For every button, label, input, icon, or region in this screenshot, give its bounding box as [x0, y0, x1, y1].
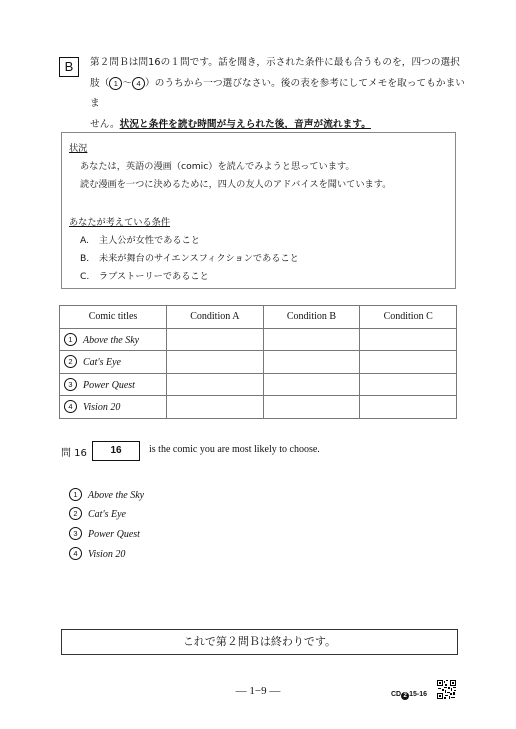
cd-prefix: CD	[391, 691, 402, 698]
memo-cell[interactable]	[360, 351, 457, 374]
instructions-line-2-pre: 肢（	[90, 77, 110, 89]
memo-table	[59, 305, 457, 419]
question-label: 問 16	[61, 448, 87, 459]
memo-cell[interactable]	[167, 396, 264, 419]
situation-box	[61, 132, 456, 289]
row-number: 2	[64, 355, 77, 368]
instructions-line-2	[90, 74, 465, 115]
end-notice: これで第２問Ｂは終わりです。	[61, 629, 458, 655]
row-number: 1	[64, 333, 77, 346]
option-text: Power Quest	[88, 529, 140, 540]
situation-paragraph-2: 読む漫画を一つに決めるために，四人の友人のアドバイスを聞いています。	[80, 179, 392, 190]
page-number: — 1−9 —	[235, 685, 281, 697]
section-label-box: B	[59, 57, 79, 77]
condition-a-key: A.	[80, 235, 90, 246]
question-16	[61, 444, 320, 459]
option-number-1: 1	[109, 77, 122, 90]
condition-c-text: ラブストーリーであること	[98, 271, 209, 282]
conditions-heading: あなたが考えている条件	[69, 217, 171, 228]
answer-option-1[interactable]	[69, 488, 144, 501]
situation-heading: 状況	[69, 143, 88, 154]
option-number: 4	[69, 547, 82, 560]
header-condition-a: Condition A	[167, 306, 264, 329]
condition-a	[80, 232, 200, 246]
comic-title: Power Quest	[83, 379, 135, 391]
cd-disc-number: 2	[401, 692, 409, 700]
memo-cell[interactable]	[263, 328, 360, 351]
option-number: 3	[69, 527, 82, 540]
memo-cell[interactable]	[360, 373, 457, 396]
table-row	[60, 328, 457, 351]
question-stem: is the comic you are most likely to choose.	[149, 444, 320, 455]
memo-cell[interactable]	[167, 328, 264, 351]
instructions-emphasis: 状況と条件を読む時間が与えられた後，音声が流れます。	[119, 118, 371, 130]
header-comic-titles: Comic titles	[60, 306, 167, 329]
condition-c-key: C.	[80, 271, 90, 282]
option-text: Cat's Eye	[88, 509, 126, 520]
instructions-line-2-post: ）のうちから一つ選びなさい。後の表を参考にしてメモを取ってもかまいま	[90, 77, 465, 109]
comic-title-cell	[60, 328, 167, 351]
table-row	[60, 373, 457, 396]
qr-code-icon	[437, 680, 456, 699]
answer-option-4[interactable]	[69, 547, 125, 560]
answer-option-3[interactable]	[69, 527, 140, 540]
table-header-row	[60, 306, 457, 329]
memo-cell[interactable]	[263, 373, 360, 396]
comic-title-cell	[60, 396, 167, 419]
memo-cell[interactable]	[360, 396, 457, 419]
option-number-4: 4	[132, 77, 145, 90]
condition-b	[80, 250, 299, 264]
memo-cell[interactable]	[263, 396, 360, 419]
answer-option-2[interactable]	[69, 507, 126, 520]
condition-b-text: 未来が舞台のサイエンスフィクションであること	[98, 253, 299, 264]
instructions-line-3-pre: せん。	[90, 118, 120, 130]
option-text: Vision 20	[88, 549, 126, 560]
condition-b-key: B.	[80, 253, 90, 264]
comic-title: Above the Sky	[83, 334, 140, 346]
condition-c	[80, 268, 209, 282]
memo-cell[interactable]	[263, 351, 360, 374]
comic-title-cell	[60, 373, 167, 396]
range-separator: ～	[122, 77, 133, 89]
table-row	[60, 396, 457, 419]
memo-cell[interactable]	[167, 351, 264, 374]
memo-cell[interactable]	[360, 328, 457, 351]
condition-a-text: 主人公が女性であること	[98, 235, 200, 246]
cd-track-label	[391, 691, 427, 700]
comic-title: Vision 20	[83, 402, 121, 414]
instructions	[90, 53, 465, 135]
comic-title-cell	[60, 351, 167, 374]
option-number: 1	[69, 488, 82, 501]
memo-cell[interactable]	[167, 373, 264, 396]
table-row	[60, 351, 457, 374]
option-number: 2	[69, 507, 82, 520]
answer-box[interactable]: 16	[92, 441, 140, 461]
cd-tracks: 15-16	[409, 691, 428, 698]
instructions-line-1: 第２問Ｂは問16の１問です。話を聞き，示された条件に最も合うものを，四つの選択	[90, 57, 460, 68]
option-text: Above the Sky	[88, 490, 145, 501]
row-number: 4	[64, 400, 77, 413]
comic-title: Cat's Eye	[83, 357, 121, 369]
header-condition-c: Condition C	[360, 306, 457, 329]
situation-paragraph-1: あなたは，英語の漫画（comic）を読んでみようと思っています。	[80, 161, 355, 172]
row-number: 3	[64, 378, 77, 391]
header-condition-b: Condition B	[263, 306, 360, 329]
